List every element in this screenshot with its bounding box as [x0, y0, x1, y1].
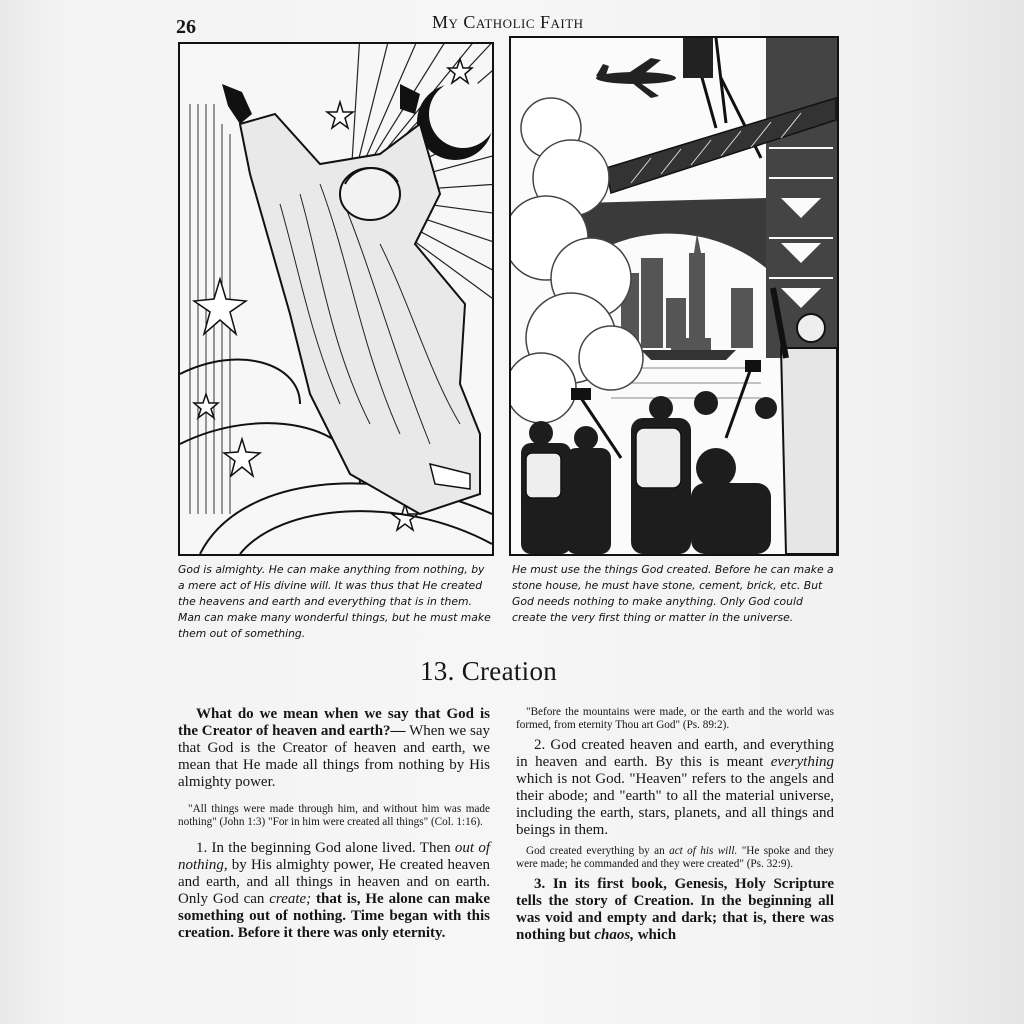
caption-right: He must use the things God created. Before he can make a stone house, he must have stone, cement, brick, etc. But God needs nothing to make anything. Only God could create the very first thing or matter in the universe. — [512, 563, 834, 624]
caption-left: God is almighty. He can make anything from nothing, by a mere act of His divine will. It was thus that He created the heavens and earth and everything that is in them. Man can make many wonderful things, but he must make them out of something. — [178, 563, 491, 640]
page-number: 26 — [176, 16, 196, 38]
creation-scene-illustration — [178, 42, 494, 556]
paragraph-2-text-a: 2. God created heaven and earth, and everything in heaven and earth. By this is meant — [516, 737, 834, 770]
scripture-quote-2 — [516, 845, 834, 870]
quote-2-text-a: God created everything by an — [526, 845, 670, 857]
catechism-question: What do we mean when we say that God is the Creator of heaven and earth?— — [178, 706, 490, 739]
paragraph-1-text-b: by His almighty power, He created heaven and earth, and all things in heaven and on earth. Only God can — [178, 857, 490, 907]
catechism-answer: When we say that God is the Creator of heaven and earth, we mean that He made all things from nothing by His almighty power. — [178, 723, 490, 790]
construction-scene-drawing — [511, 38, 837, 554]
paragraph-1 — [178, 840, 490, 942]
paragraph-2 — [516, 737, 834, 839]
section-title: 13. Creation — [420, 656, 558, 686]
paragraph-3-text-a: 3. In its first book, Genesis, Holy Scripture tells the story of Creation. In the beginning all was void and empty and dark; that is, there was nothing but — [516, 876, 834, 943]
paragraph-1-text-a: 1. In the beginning God alone lived. Then — [196, 840, 455, 856]
left-column — [178, 706, 490, 942]
question-answer — [178, 706, 490, 791]
quote-2-italic: act of his will. — [669, 845, 738, 857]
right-column — [516, 706, 834, 944]
paragraph-3 — [516, 876, 834, 944]
construction-workers-illustration — [509, 36, 839, 556]
quote-2-text-b: "He spoke and they were made; he commanded and they were created" (Ps. 32:9). — [516, 845, 834, 870]
paragraph-1-italic: out of nothing, — [178, 840, 491, 873]
scripture-quote: "All things were made through him, and without him was made nothing" (John 1:3) "For in him were created all things" (Col. 1:16). — [178, 803, 490, 828]
paragraph-1-create: create; — [269, 891, 312, 907]
paragraph-2-text-b: which is not God. "Heaven" refers to the angels and their abode; and "earth" to all the material universe, including the earth, stars, planets, and all things and beings in them. — [516, 771, 834, 838]
running-head: My Catholic Faith — [432, 12, 584, 32]
scripture-quote-1: "Before the mountains were made, or the earth and the world was formed, from eternity Thou art God" (Ps. 89:2). — [516, 706, 834, 731]
paragraph-3-italic: chaos, — [594, 927, 634, 943]
creation-scene-drawing — [180, 44, 492, 554]
paragraph-2-italic: everything — [770, 754, 834, 770]
paragraph-1-text-c: that is, He alone can make something out of nothing. Time began with this creation. Before it there was only eternity. — [178, 891, 490, 941]
paragraph-3-text-b: which — [633, 927, 677, 943]
